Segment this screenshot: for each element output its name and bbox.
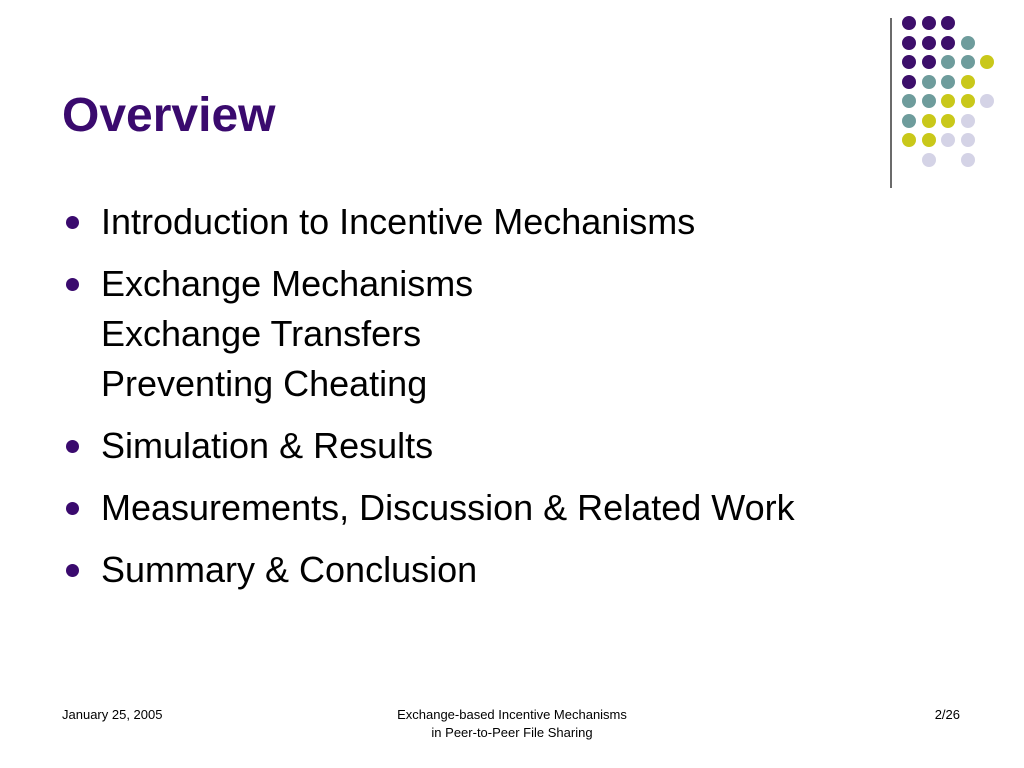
decorative-dot-icon	[980, 94, 994, 108]
decorative-dot-icon	[922, 153, 936, 167]
bullet-item	[62, 197, 795, 247]
decorative-dot-icon	[902, 75, 916, 89]
decorative-dot-icon	[941, 114, 955, 128]
decorative-dot-icon	[922, 133, 936, 147]
bullet-item	[62, 259, 795, 409]
decorative-dot-icon	[941, 133, 955, 147]
footer-title-line-1: Exchange-based Incentive Mechanisms	[397, 707, 627, 722]
bullet-text: Measurements, Discussion & Related Work	[101, 487, 795, 528]
decorative-dot-icon	[961, 114, 975, 128]
decorative-dot-icon	[922, 75, 936, 89]
decorative-dot-icon	[902, 55, 916, 69]
bullet-item	[62, 421, 795, 471]
decorative-dot-icon	[941, 36, 955, 50]
decorative-dot-icon	[902, 133, 916, 147]
footer-date: January 25, 2005	[62, 707, 163, 722]
decorative-dot-icon	[922, 36, 936, 50]
decorative-dot-icon	[961, 153, 975, 167]
title-divider-line	[890, 18, 892, 188]
decorative-dot-icon	[980, 55, 994, 69]
slide-title: Overview	[62, 89, 276, 142]
decorative-dot-icon	[922, 94, 936, 108]
bullet-dot-icon	[66, 502, 79, 515]
bullet-text: Simulation & Results	[101, 425, 434, 466]
bullet-text: Introduction to Incentive Mechanisms	[101, 201, 696, 242]
bullet-subline-text: Preventing Cheating	[101, 363, 428, 404]
bullet-item	[62, 545, 795, 595]
footer-page-number: 2/26	[934, 707, 960, 722]
decorative-dot-icon	[961, 36, 975, 50]
footer-title-line-2: in Peer-to-Peer File Sharing	[431, 725, 593, 740]
bullet-dot-icon	[66, 440, 79, 453]
decorative-dot-icon	[961, 94, 975, 108]
decorative-dot-grid	[900, 10, 1010, 170]
decorative-dot-icon	[941, 16, 955, 30]
decorative-dot-icon	[961, 55, 975, 69]
bullet-dot-icon	[66, 564, 79, 577]
decorative-dot-icon	[902, 114, 916, 128]
decorative-dot-icon	[941, 94, 955, 108]
decorative-dot-icon	[902, 36, 916, 50]
decorative-dot-icon	[941, 75, 955, 89]
decorative-dot-icon	[922, 55, 936, 69]
bullet-subline-text: Exchange Transfers	[101, 313, 422, 354]
bullet-text: Summary & Conclusion	[101, 549, 478, 590]
decorative-dot-icon	[961, 75, 975, 89]
decorative-dot-icon	[922, 114, 936, 128]
footer-presentation-title	[312, 706, 712, 742]
decorative-dot-icon	[922, 16, 936, 30]
bullet-item	[62, 483, 795, 533]
decorative-dot-icon	[961, 133, 975, 147]
decorative-dot-icon	[902, 16, 916, 30]
bullet-dot-icon	[66, 278, 79, 291]
bullet-dot-icon	[66, 216, 79, 229]
bullet-text: Exchange Mechanisms	[101, 263, 474, 304]
decorative-dot-icon	[902, 94, 916, 108]
bullet-list	[62, 197, 795, 607]
decorative-dot-icon	[941, 55, 955, 69]
